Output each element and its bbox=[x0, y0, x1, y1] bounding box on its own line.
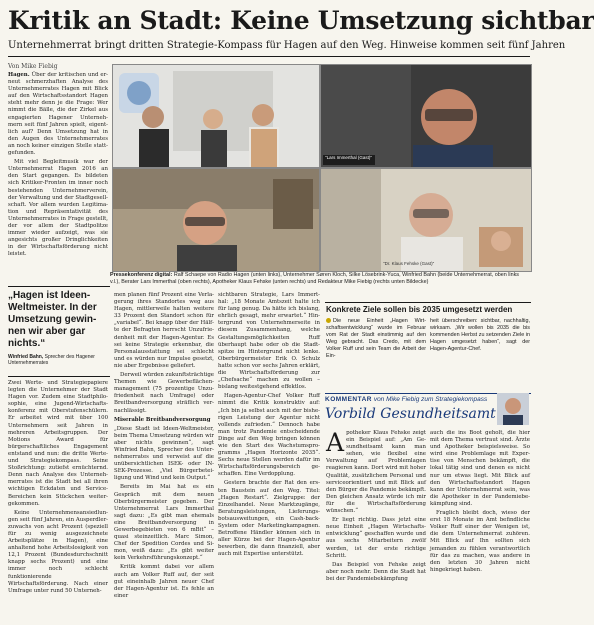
divider bbox=[8, 376, 110, 377]
paragraph: Kritik kommt dabei vor allem auch am Volker Ruff auf, der seit gut eineinhalb Jahren neuer Chef der Hagen-Agentur ist. Es fehle an einer bbox=[114, 564, 214, 599]
quote-author: Winfried Bahn, bbox=[8, 354, 44, 360]
paragraph: auch die ins Boot geholt, die hier mit dem Thema vertraut sind. Ärzte und Apotheker beispielsweise. So wird eine Problemlage mit Expertise von Menschen bekämpft, die lokal tätig sind und denen es nicht nur um etwas liegt. Mit Blick auf den Wirtschaftsstandort Hagen kann der Unternehmerrat sein, was die Apotheker in der Pandemiebekämpfung sind. bbox=[430, 430, 530, 507]
photo-bottom-right bbox=[320, 168, 532, 272]
caption-label: Pressekonferenz digital: bbox=[110, 272, 173, 278]
paragraph: Das Beispiel von Fehske zeigt aber noch mehr. Denn die Stadt hat bei der Pandemiebekämpfung bbox=[326, 561, 426, 582]
paragraph: „Diese Stadt ist Ideen-Weltmeister, beim Thema Umsetzung würden wir aber nichts gewinnen“, sagt Winfried Bahn, Sprecher des Unternehmerrates und verweist auf die unübersichtlichen ISEK- oder INSEK-Prozesse. „Viel Bürgerbeteiligung und Wind und kein Output.“ bbox=[114, 425, 214, 482]
video-frame-svg bbox=[321, 169, 531, 271]
byline: Von Mike Fiebig bbox=[8, 63, 58, 70]
dateline: Hagen. bbox=[8, 72, 30, 78]
photo-top-left bbox=[112, 64, 320, 168]
paragraph: men planen fünf Prozent eine Verlagerung ihres Standortes weg aus Hagen, mittlerweile halten weitere 33 Prozent den Standort schon für „variabel“. Bei knapp über der Hälfte der Befragten herrscht Unzufriedenheit mit der Hagen-Agentur. Es sei keine Strategie erkennbar, die Personalausstattung sei schlecht und es würden nur Impulse gesetzt, nie aber Ergebnisse geliefert. bbox=[114, 292, 214, 369]
subheadline: Unternehmerrat bringt dritten Strategie-Kompass für Hagen auf den Weg. Hinweise kommen seit fünf Jahren bbox=[8, 40, 566, 51]
video-frame-svg bbox=[113, 169, 319, 271]
name-tag: "Lars Immerthal (Gast)" bbox=[325, 155, 372, 160]
column-2 bbox=[114, 292, 214, 602]
paragraph: Gestern brachte der Rat den ersten Baustein auf den Weg. Titel: „Hagen Restart“. Zielgruppe: der Einzelhandel. Neue Marktzugänge, Beratungsleistungen, Lieferungsbotsausweitungen, ein Cash-back-System oder Marketingkampagnen. Betroffene Händler können sich in aller Kürze bei der Hagen-Agentur bewerben, die dann finanziell, aber auch mit Expertise unterstützt. bbox=[218, 480, 320, 558]
paragraph: Hagen-Agentur-Chef Volker Ruff nimmt die Kritik konstruktiv auf: „Ich bin ja selbst auch mit der bisherigen Leistung der Agentur nicht vollends zufrieden.“ Dennoch habe man trotz Pandemie entscheidende Dinge auf den Weg bringen können wie den Start des Wachstumsprogramms „Hagen Horizonte 2035“. Sechs neue Stellen werden dafür im Wirtschaftsförderungsbereich geschaffen. Eine Verdopplung. bbox=[218, 393, 320, 478]
headline: Kritik an Stadt: Keine Umsetzung sichtbar bbox=[8, 6, 594, 35]
paragraph: Keine Unternehmensansiedlungen seit fünf Jahren, ein Ausperdlerzuwachs von acht Prozent (speziell für zu wenig ausgezeichnete Arbeitsplätze in Hagen), eine anhaltend hohe Arbeitslosigkeit von 12,1 Prozent (Bundesdurchschnitt knapp sechs Prozent) und eine immer noch schlecht funktionierende Wirtschaftsförderung. Nach einer Umfrage unter rund 50 Unterneh- bbox=[8, 509, 108, 594]
divider bbox=[325, 302, 531, 303]
quote-role: Sprecher des Hagener Unternehmerrates bbox=[8, 354, 95, 366]
column-1-upper bbox=[8, 72, 108, 260]
avatar-svg bbox=[497, 393, 529, 425]
paragraph: Derweil würden zukunftsträchtige Themen wie Gewerbeflächenmanagement (75 prozentige Unzufriedenheit nach Umfrage) oder Breitbandversorgung sträflich vernachlässigt. bbox=[114, 372, 214, 414]
pull-quote bbox=[8, 290, 110, 366]
paragraph: sichtbaren Strategie, Lars Immerthal: „18 Monate Amtszeit halte ich für lang genug. Da hätte ich bislang, ehrlich gesagt, mehr erwartet.“ Hintergrund von Unternehmerseite in diesem Zusammenhang, welche Gestaltungsmöglichkeiten Ruff überhaupt habe oder ob die Stadtspitze im Hintergrund nicht lenke. Oberbürgermeister Erik O. Schulz hatte schon vor sechs Jahren erklärt, die Wirtschaftsförderung zur „Chefsache“ machen zu wollen – bislang weitestgehend effektlos. bbox=[218, 292, 320, 391]
paragraph: Fraglich bleibt doch, wieso der erst 18 Monate im Amt befindliche Volker Ruff einer der Wenigen ist, die dem Unternehmerrat zuhören. Mit Blick auf Ihn sollten sich jemanden zu fühlen verantwortlich für das zu machen, was andere in den letzten 30 Jahren nicht hingekriegt haben. bbox=[430, 510, 530, 573]
paragraph: potheker Klaus Fehske zeigt ein Beispiel auf: „Am Gesundheitsamt kann man sehen, wie flexibel eine Verwaltung auf Problemlagen reagieren kann. Dort wird mit hoher Qualität, zusätzlichem Personal und serviceorientiert und mit Blick auf den Bürger die Pandemie bekämpft. Den gleichen Ansatz würde ich mir für die Wirtschaftsförderung wünschen.“ bbox=[326, 430, 426, 515]
comment-kicker: KOMMENTAR bbox=[325, 396, 372, 403]
video-frame-svg bbox=[113, 65, 319, 167]
subheading: Miserable Breitbandversorgung bbox=[114, 416, 211, 423]
photo-bottom-left bbox=[112, 168, 320, 272]
comment-label bbox=[325, 396, 487, 403]
info-box-title: Konkrete Ziele sollen bis 2035 umgesetzt werden bbox=[326, 305, 513, 314]
bullet-icon bbox=[326, 318, 331, 323]
paragraph: Er liegt richtig. Dass jetzt eine neue Einheit „Hagen Wirtschaftsentwicklung“ geschaffen wurde und aus sechs Mitarbeitern zwölf werden, ist der erste richtige Schritt. bbox=[326, 517, 426, 559]
column-1-lower bbox=[8, 380, 108, 597]
paragraph: Zwei Werte- und Strategiepapiere legten die Unternehmer der Stadt Hagen vor. Zudem eine Stadtphilosophie, eine Jugend-Wirtschaftskonferenz mit Oberstufenschülern. Er arbeitet wird mit über 100 Unternehmern seit Jahren in mehreren Arbeitsgruppen. Der Motions Award für bürgerschaftliches Engagement entstand und nun: die dritte Werte- und Strategiekompass. Seine Stoßrichtung: zutiefst ernüchternd. Denn nach Analyse des Unternehmerrates ist die Stadt bei all ihren wichtigen Eckdaten und Service-Bereichen kein Stückchen weitergekommen. bbox=[8, 380, 108, 507]
paragraph: Über der kritischen und erneut schmerzhaften Analyse des Unternehmerrates Hagen mit Blick auf den Wirtschaftsstandort Hagen steht mehr denn je die Frage: Wer nimmt die Bälle, die der Zirkel aus engagierten Hagener Unternehmern seit fünf Jahren spielt, eigentlich auf? Denn Umsetzung hat in den Augen des Unternehmerrates an noch keiner einzigen Stelle stattgefunden. bbox=[8, 72, 108, 157]
comment-column-1 bbox=[326, 430, 426, 585]
info-text: Die neue Einheit „Hagen Wirtschaftsentwicklung“ wurde im Februar vom Rat der Stadt einstimmig auf den Weg gebracht. Das Credo, mit dem Volker Ruff und sein Team die Arbeit der Ein- bbox=[326, 318, 426, 359]
photo-top-right bbox=[320, 64, 532, 168]
paragraph: Mit viel Begleitmusik war der Unternehmerrat Hagen 2016 an den Start gegangen. Es bildeten sich Kritiker-Fronten im inner noch bestehenden Unternehmerverein, der Verwaltung und der Stadtgesellschaft. Vor allem wurden Legitimation und Repräsentativität des Unternehmerrates in Frage gestellt, der vor allem der Stadtpolitze immer wieder aufzeigt, was sie angesichts großer Dringlichkeiten in der Wirtschaftsförderung nicht leistet. bbox=[8, 159, 108, 258]
info-box-col-1 bbox=[326, 318, 426, 360]
author-avatar bbox=[497, 393, 529, 425]
photo-caption bbox=[110, 272, 530, 286]
info-text: heit überschreiben: sichtbar, nachhaltig, wirksam. „Wir wollen bis 2035 die bis kommenden Herbst zu setzenden Ziele in Hagen umgesetzt haben“, sagt der Hagen-Agentur-Chef. bbox=[430, 318, 530, 352]
paragraph: Bereits im Mai hat es ein Gespräch mit dem neuen Oberbürgermeister gegeben. Der Unternehmerrat Lars Immerthal sagt dazu: „Es gibt man ehemals eine Breitbandversorgung in Gewerbegebieten von 6 mBit“ – quasi steinzeitlich. Marc Simon, Chef der Spedition Cordes und Simon, weiß dazu: „Es gibt weiter kein Verkehrsführungskonzept.“ bbox=[114, 484, 214, 562]
caption-text: Ralf Schaepe von Radio Hagen (unten links), Unternehmer Søren Kloch, Silke Lösebrink-Yuca, Winfried Bahn (beide Unternehmerrat, oben links v.l.), Berater Lars Immerthal (oben rechts), Apotheker Klaus Fehske (unten rechts) und Redakteur Mike Fiebig (rechts unten Bildecke) bbox=[110, 272, 519, 285]
dropcap: A bbox=[326, 428, 345, 457]
quote-text: „Hagen ist Ideen-Weltmeister. In der Umsetzung gewinnen wir aber gar nichts.“ bbox=[8, 290, 97, 349]
comment-title: Vorbild Gesundheitsamt bbox=[325, 406, 496, 422]
comment-column-2 bbox=[430, 430, 530, 576]
divider bbox=[8, 286, 110, 287]
video-frame-svg bbox=[321, 65, 531, 167]
column-3 bbox=[218, 292, 320, 560]
name-tag: "Dr. Klaus Fehske (Gast)" bbox=[383, 261, 435, 266]
divider bbox=[8, 56, 530, 57]
info-box-col-2 bbox=[430, 318, 530, 353]
comment-author: von Mike Fiebig zum Strategiekompass bbox=[373, 396, 488, 403]
